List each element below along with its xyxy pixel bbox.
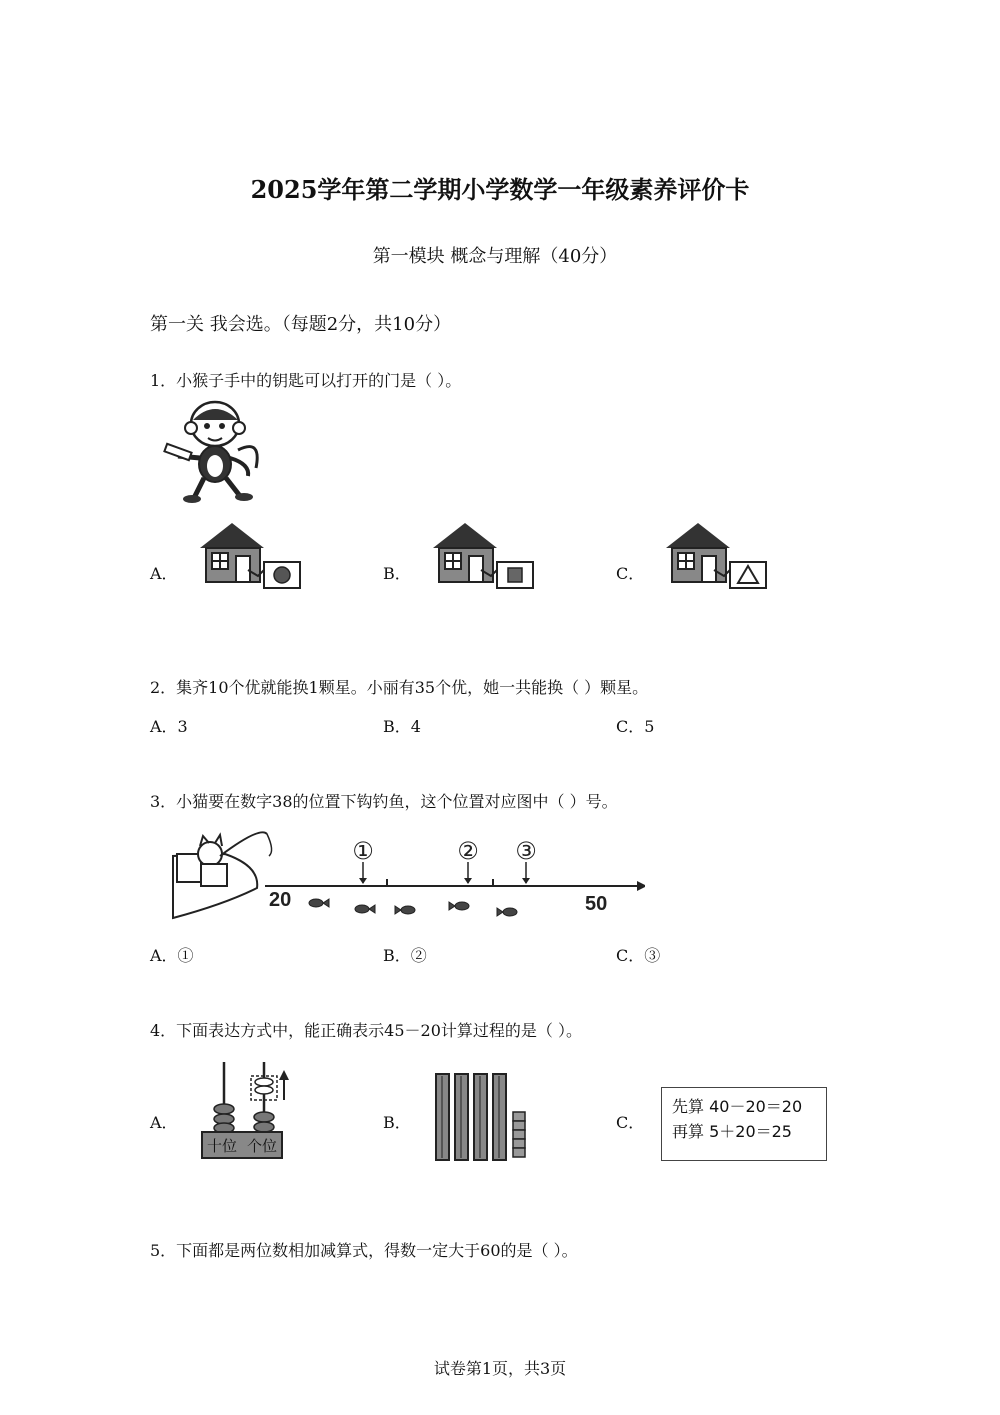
abacus-image — [200, 1058, 296, 1162]
calc-line-1: 先算 40－20＝20 — [672, 1097, 803, 1116]
question-4-text: 4．下面表达方式中，能正确表示45－20计算过程的是（ ）。 — [150, 1021, 582, 1040]
marker-2-label: ② — [457, 838, 479, 865]
q2-option-a[interactable]: A．3 — [150, 717, 188, 736]
question-5-text: 5．下面都是两位数相加减算式，得数一定大于60的是（ ）。 — [150, 1241, 578, 1260]
q2-option-b[interactable]: B．4 — [383, 717, 421, 736]
question-1-text: 1．小猴子手中的钥匙可以打开的门是（ ）。 — [150, 371, 462, 390]
question-3-text: 3．小猫要在数字38的位置下钩钓鱼，这个位置对应图中（ ）号。 — [150, 792, 618, 811]
house-triangle-lock-image — [664, 520, 770, 592]
q3-option-c[interactable]: C．③ — [616, 946, 661, 965]
option-c-calculation-box — [661, 1087, 827, 1161]
q1-option-a[interactable]: A． — [150, 564, 178, 583]
q4-option-c[interactable]: C． — [616, 1113, 645, 1132]
abacus-tens-label: 十位 — [206, 1138, 238, 1155]
q4-option-b[interactable]: B． — [383, 1113, 411, 1132]
house-circle-lock-image — [198, 520, 304, 592]
q1-option-b[interactable]: B． — [383, 564, 411, 583]
page-footer: 试卷第1页，共3页 — [433, 1359, 567, 1378]
marker-1-label: ① — [352, 838, 374, 865]
q3-option-a[interactable]: A．① — [150, 946, 194, 965]
abacus-ones-label: 个位 — [246, 1138, 278, 1155]
cat-fishing-numberline-image — [165, 826, 645, 924]
calc-line-2: 再算 5＋20＝25 — [672, 1122, 792, 1141]
q1-option-c[interactable]: C． — [616, 564, 645, 583]
q4-option-a[interactable]: A． — [150, 1113, 178, 1132]
numberline-end-label: 50 — [585, 893, 608, 915]
numberline-start-label: 20 — [269, 889, 292, 911]
monkey-with-key-image — [160, 398, 265, 506]
question-2-text: 2．集齐10个优就能换1颗星。小丽有35个优，她一共能换（ ）颗星。 — [150, 678, 649, 697]
page-title: 2025学年第二学期小学数学一年级素养评价卡 — [250, 175, 750, 204]
section-heading: 第一关 我会选。（每题2分，共10分） — [150, 314, 452, 335]
q2-option-c[interactable]: C．5 — [616, 717, 655, 736]
module-heading: 第一模块 概念与理解（40分） — [372, 246, 618, 267]
place-value-rods-image — [433, 1070, 533, 1164]
q3-option-b[interactable]: B．② — [383, 946, 427, 965]
marker-3-label: ③ — [515, 838, 537, 865]
house-square-lock-image — [431, 520, 537, 592]
